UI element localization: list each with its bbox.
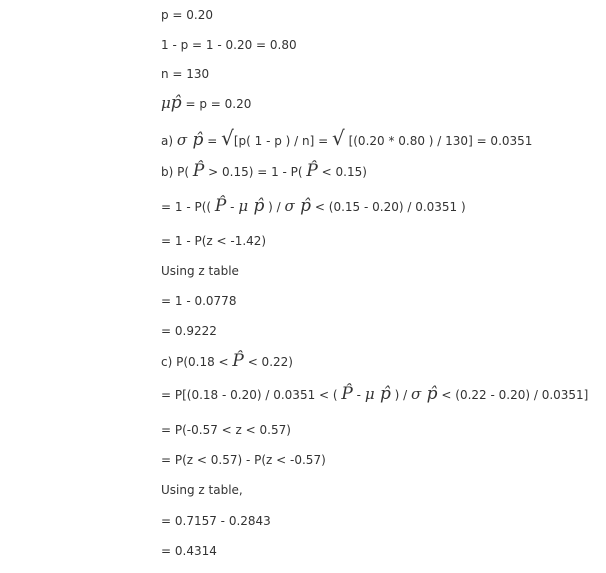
line-z-b: = 1 - P(z < -1.42) [161,234,267,248]
line-using-z-table-c: Using z table, [161,483,243,497]
p-hat-symbol: p̂ [421,384,438,404]
p-hat-symbol: P̂ [214,196,227,216]
mu-symbol: μ [238,197,249,215]
mu-symbol: μ [364,385,375,403]
sigma-symbol: σ [284,197,295,215]
line-standardize-c [161,386,588,403]
sqrt-icon: √ [332,126,345,150]
text-segment: b) P( [161,165,193,179]
line-c-result: = 0.4314 [161,544,217,558]
p-hat-symbol: p̂ [248,196,265,216]
line-c-step: = 0.7157 - 0.2843 [161,514,271,528]
text-segment: = 1 - P(( [161,200,215,214]
line-c-diff: = P(z < 0.57) - P(z < -0.57) [161,453,326,467]
mu-symbol: μ [161,94,171,112]
line-complement: 1 - p = 1 - 0.20 = 0.80 [161,38,297,52]
text-segment: c) P(0.18 < [161,355,233,369]
p-hat-symbol: p̂ [374,384,391,404]
text-segment: < 0.15) [317,165,367,179]
sigma-symbol: σ [411,385,422,403]
text-segment: = P[(0.18 - 0.20) / 0.0351 < ( [161,388,342,402]
part-a-label: a) [161,134,177,148]
text-segment: < (0.15 - 0.20) / 0.0351 ) [311,200,466,214]
text-segment: - [226,200,239,214]
line-b-step: = 1 - 0.0778 [161,294,237,308]
line-using-z-table: Using z table [161,264,239,278]
sigma-symbol: σ [176,131,188,149]
equals-text: = [203,134,222,148]
line-b-result: = 0.9222 [161,324,217,338]
formula-text: [p( 1 - p ) / n] = [233,134,332,148]
p-hat-symbol: P̂ [192,161,205,181]
p-hat-symbol: P̂ [341,384,353,404]
line-p: p = 0.20 [161,8,214,22]
text-segment: ) / [390,388,412,402]
p-hat-symbol: P̂ [306,161,318,181]
line-part-c [161,353,293,370]
p-hat-symbol: P̂ [232,351,244,371]
p-hat-symbol: p̂ [170,93,182,113]
sqrt-icon: √ [221,126,234,150]
result-text: [(0.20 * 0.80 ) / 130] = 0.0351 [344,134,533,148]
text-segment: < (0.22 - 0.20) / 0.0351] [437,388,589,402]
line-mu-phat-text: = p = 0.20 [181,97,252,111]
line-standardize-b [161,198,466,215]
p-hat-symbol: p̂ [187,130,204,150]
p-hat-symbol: p̂ [294,196,312,216]
text-segment: - [352,388,365,402]
line-z-c: = P(-0.57 < z < 0.57) [161,423,291,437]
line-part-a [161,128,532,149]
text-segment: < 0.22) [243,355,293,369]
text-segment: ) / [264,200,285,214]
line-n: n = 130 [161,67,210,81]
line-mu-phat [161,95,251,112]
line-part-b [161,163,367,180]
text-segment: > 0.15) = 1 - P( [204,165,307,179]
